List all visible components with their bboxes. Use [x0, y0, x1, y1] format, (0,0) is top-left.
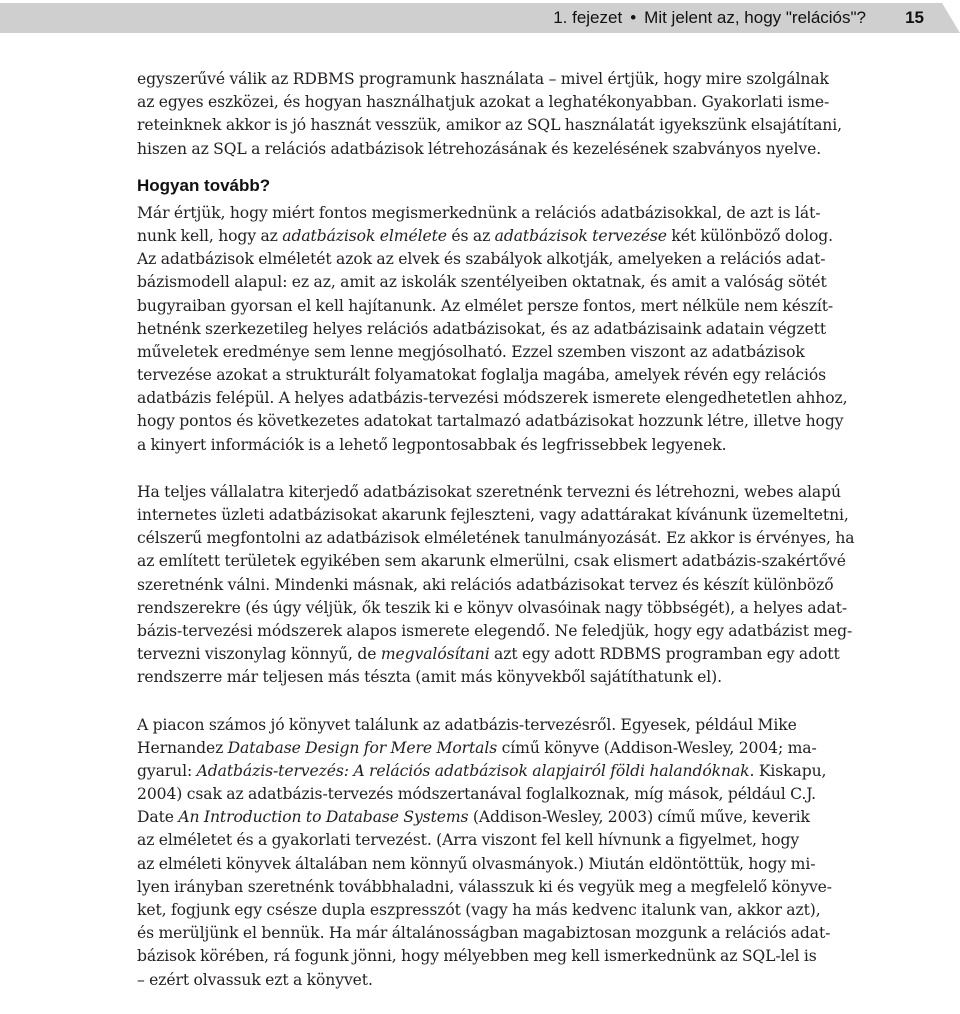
text-line: bugyraiban gyorsan el kell hajítanunk. Az elmélet persze fontos, mert nélküle nem készít- — [137, 296, 834, 315]
intro-paragraph — [137, 68, 861, 161]
text-line: internetes üzleti adatbázisokat akarunk fejleszteni, vagy adattárakat kívánunk üzemeltetni, — [137, 506, 849, 524]
text-line: reteinknek akkor is jó hasznát vesszük, amikor az SQL használatát igyekszünk elsajátítani, — [137, 116, 842, 135]
text-line: bázisok körében, rá fogunk jönni, hogy mélyebben meg kell ismerkednünk az SQL-lel is — [137, 947, 817, 966]
text-line: műveletek eredménye sem lenne megjósolható. Ezzel szemben viszont az adatbázisok — [137, 342, 805, 361]
italic-term: adatbázisok elmélete — [282, 226, 447, 245]
chapter-name: Mit jelent az, hogy "relációs"? — [644, 8, 866, 27]
text-line — [137, 643, 861, 666]
text-line: hetnénk szerkezetileg helyes relációs adatbázisokat, és az adatbázisaink adatain végzett — [137, 319, 827, 338]
paragraph-theory-vs-design — [137, 202, 861, 457]
text-run: tervezni viszonylag könnyű, de — [137, 645, 381, 664]
text-line: Már értjük, hogy miért fontos megismerkednünk a relációs adatbázisokkal, de azt is lát- — [137, 203, 821, 222]
text-line: bázismodell alapul: ez az, amit az iskolák szentélyeiben oktatnak, és amit a valóság sötét — [137, 273, 827, 292]
page-body — [137, 68, 861, 992]
text-run: Date — [137, 808, 179, 827]
text-line: hiszen az SQL a relációs adatbázisok létrehozásának és kezelésének szabványos nyelve. — [137, 139, 822, 158]
text-run: . Kiskapu, — [749, 761, 827, 780]
text-line: az említett területek egyikében sem akarunk elmerülni, csak elismert adatbázis-szakértővé — [137, 552, 846, 571]
text-line: célszerű megfontolni az adatbázisok elméletének tanulmányozását. Ez akkor is érvényes, ha — [137, 529, 855, 548]
italic-term: megvalósítani — [380, 645, 490, 664]
book-title: An Introduction to Database Systems — [178, 808, 469, 827]
text-line: az elméletet és a gyakorlati tervezést. (Arra viszont fel kell hívnunk a figyelmet, hogy — [137, 831, 800, 850]
text-run: gyarul: — [137, 761, 197, 780]
text-run: Hernandez — [137, 738, 228, 757]
page-number: 15 — [905, 8, 924, 27]
running-header — [0, 3, 960, 33]
text-line: A piacon számos jó könyvet találunk az adatbázis-tervezésről. Egyesek, például Mike — [137, 715, 797, 734]
text-line — [137, 760, 861, 783]
text-line: tervezése azokat a strukturált folyamatokat foglalja magába, amelyek révén egy relációs — [137, 366, 827, 385]
paragraph-books — [137, 714, 861, 992]
chapter-number: 1. fejezet — [553, 8, 623, 27]
text-line: hogy pontos és következetes adatokat tartalmazó adatbázisokat hozzunk létre, illetve hogy — [137, 412, 844, 431]
text-run: két különböző dolog. — [666, 226, 834, 245]
text-line: az egyes eszközei, és hogyan használhatjuk azokat a leghatékonyabban. Gyakorlati isme- — [137, 93, 830, 112]
text-run: és az — [446, 226, 495, 245]
text-line: Ha teljes vállalatra kiterjedő adatbázisokat szeretnénk tervezni és létrehozni, webes alapú — [137, 482, 841, 501]
text-line: a kinyert információk is a lehető legpontosabbak és legfrissebbek legyenek. — [137, 435, 727, 454]
paragraph-enterprise — [137, 481, 861, 690]
text-line: az elméleti könyvek általában nem könnyű olvasmányok.) Miután eldöntöttük, hogy mi- — [137, 854, 816, 873]
text-run: azt egy adott RDBMS programban egy adott — [489, 645, 840, 664]
text-line: lyen irányban szeretnénk továbbhaladni, válasszuk ki és vegyük meg a megfelelő könyve- — [137, 877, 832, 896]
text-line: Az adatbázisok elméletét azok az elvek és szabályok alkotják, amelyeken a relációs adat- — [137, 250, 826, 269]
text-line: egyszerűvé válik az RDBMS programunk használata – mivel értjük, hogy mire szolgálnak — [137, 70, 829, 88]
text-line — [137, 225, 861, 248]
text-run: nunk kell, hogy az — [137, 226, 283, 245]
book-title: Database Design for Mere Mortals — [227, 738, 498, 757]
chapter-title — [553, 8, 866, 28]
text-line — [137, 806, 861, 829]
paragraph-spacer — [137, 690, 861, 714]
header-corner-cut — [942, 3, 960, 33]
paragraph-spacer — [137, 457, 861, 481]
text-line: rendszerekre (és úgy véljük, ők teszik ki e könyv olvasóinak nagy többségét), a helyes adat- — [137, 598, 848, 617]
text-line: 2004) csak az adatbázis-tervezés módszertanával foglalkoznak, míg mások, például C.J. — [137, 785, 817, 804]
text-line: – ezért olvassuk ezt a könyvet. — [137, 970, 373, 989]
text-line — [137, 737, 861, 760]
text-line: adatbázis felépül. A helyes adatbázis-tervezési módszerek ismerete elengedhetetlen ahhoz, — [137, 389, 848, 408]
italic-term: adatbázisok tervezése — [494, 226, 667, 245]
text-line: szeretnénk válni. Mindenki másnak, aki relációs adatbázisokat tervez és készít különböző — [137, 575, 834, 594]
text-line: ket, fogjunk egy csésze dupla eszpresszót (vagy ha más kedvenc italunk van, akkor azt), — [137, 901, 821, 919]
text-line: bázis-tervezési módszerek alapos ismerete elegendő. Ne feledjük, hogy egy adatbázist meg- — [137, 621, 853, 640]
text-line: rendszerre már teljesen más tészta (amit más könyvekből sajátíthatunk el). — [137, 668, 723, 687]
text-run: című könyve (Addison-Wesley, 2004; ma- — [497, 738, 817, 757]
section-heading: Hogyan tovább? — [137, 175, 271, 195]
header-separator: • — [630, 8, 637, 27]
text-line: és merüljünk el bennük. Ha már általánosságban magabiztosan mozgunk a relációs adat- — [137, 924, 831, 943]
text-run: (Addison-Wesley, 2003) című műve, keverik — [468, 808, 810, 827]
book-title: Adatbázis-tervezés: A relációs adatbázisok alapjairól földi halandóknak — [196, 761, 750, 780]
